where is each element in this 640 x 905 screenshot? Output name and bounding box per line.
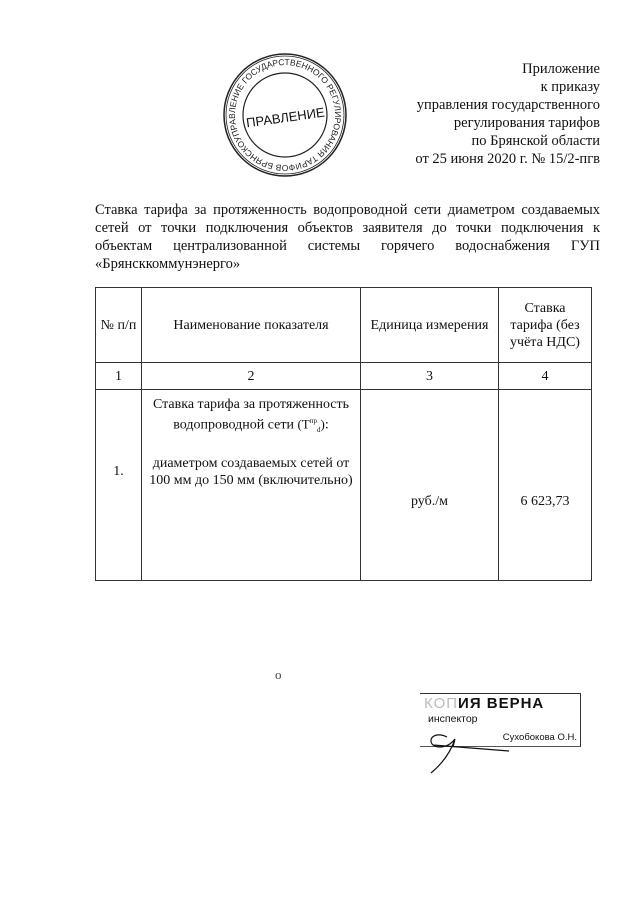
small-mark: о — [275, 667, 282, 682]
col-number: 4 — [499, 363, 592, 390]
certification-name: Сухобокова О.Н. — [502, 732, 577, 743]
row-name — [142, 390, 361, 581]
appendix-line: регулирования тарифов — [453, 115, 600, 131]
appendix-line: от 25 июня 2020 г. № 15/2-пгв — [415, 151, 600, 167]
header-unit: Единица измерения — [361, 288, 499, 363]
appendix-line: по Брянской области — [471, 133, 600, 149]
signature — [425, 725, 515, 775]
header-name: Наименование показателя — [142, 288, 361, 363]
row-unit: руб./м — [361, 390, 499, 581]
row-rate: 6 623,73 — [499, 390, 592, 581]
header-number: № п/п — [96, 288, 142, 363]
col-number: 2 — [142, 363, 361, 390]
header-rate: Ставка тарифа (без учёта НДС) — [499, 288, 592, 363]
row-name-line1: Ставка тарифа за протяженность водопроводной сети $(T^{пр}_d)$: — [145, 396, 357, 439]
column-number-row — [96, 363, 592, 390]
official-seal — [222, 52, 348, 178]
col-number: 3 — [361, 363, 499, 390]
certification-role: инспектор — [428, 713, 478, 725]
col-number: 1 — [96, 363, 142, 390]
svg-text:УПРАВЛЕНИЕ ГОСУДАРСТВЕННОГО РЕ: УПРАВЛЕНИЕ ГОСУДАРСТВЕННОГО РЕГУЛИРОВАНИЯ ТАРИФОВ БРЯНСКОЙ — [226, 56, 344, 174]
tariff-table — [95, 287, 592, 581]
certification-title: КОПИЯ ВЕРНА — [424, 695, 545, 712]
table-row — [96, 390, 592, 581]
row-name-line2: диаметром создаваемых сетей от 100 мм до 150 мм (включительно) — [149, 455, 353, 488]
table-header-row — [96, 288, 592, 363]
svg-text:ПРАВЛЕНИЕ: ПРАВЛЕНИЕ — [245, 104, 326, 131]
appendix-header — [415, 60, 600, 168]
appendix-line: управления государственного — [416, 97, 600, 113]
appendix-line: Приложение — [522, 61, 600, 77]
document-title: Ставка тарифа за протяженность водопроводной сети диаметром создаваемых сетей от точки подключения объектов заявителя до точки подключения к объектам централизованной системы горячего водоснабжения ГУП «Брянсккоммунэнерго» — [95, 202, 600, 272]
tariff-symbol: $(T^{пр}_d)$ — [297, 416, 325, 434]
appendix-line: к приказу — [540, 79, 600, 95]
row-number: 1. — [96, 390, 142, 581]
